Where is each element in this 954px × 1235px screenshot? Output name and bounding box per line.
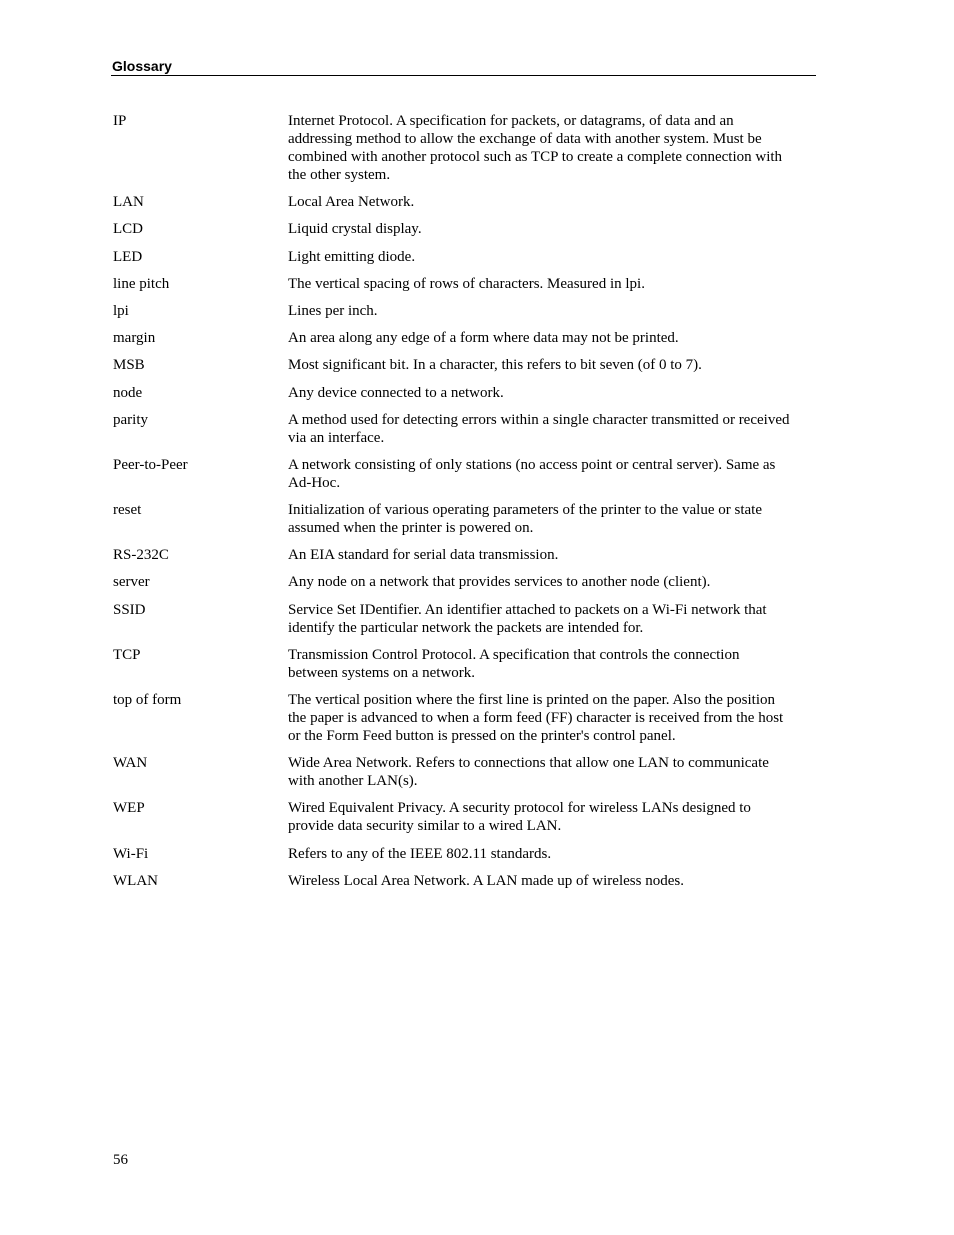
glossary-entry [113,356,803,374]
glossary-entry [113,646,803,682]
glossary-entry [113,799,803,835]
glossary-entry [113,456,803,492]
glossary-term: Peer-to-Peer [113,456,188,473]
glossary-entry [113,275,803,293]
glossary-term: Wi-Fi [113,845,149,862]
glossary-entry [113,411,803,447]
glossary-definition: A method used for detecting errors within a single character transmitted or received via an interface. [288,411,790,446]
glossary-term: server [113,574,150,591]
glossary-entry [113,302,803,320]
glossary-entry [113,845,803,863]
glossary-entry [113,501,803,537]
glossary-term: SSID [113,601,146,618]
glossary-term: margin [113,330,156,347]
glossary-definition: Any node on a network that provides services to another node (client). [288,574,711,591]
glossary-definition: The vertical spacing of rows of characters. Measured in lpi. [288,275,645,292]
glossary-entry [113,691,803,745]
glossary-term: LAN [113,194,144,211]
glossary-entry [113,220,803,238]
glossary-term: lpi [113,302,129,319]
glossary-entry [113,754,803,790]
glossary-definition: An EIA standard for serial data transmission. [288,547,559,564]
glossary-definition: The vertical position where the first line is printed on the paper. Also the position the paper is advanced to when a form feed (FF) character is received from the host or the Form Feed button is pressed on the printer's control panel. [288,692,784,744]
glossary-definition: Wireless Local Area Network. A LAN made up of wireless nodes. [288,872,684,889]
glossary-entry [113,573,803,591]
glossary-definition: Initialization of various operating parameters of the printer to the value or state assumed when the printer is powered on. [288,502,762,537]
glossary-definition: Transmission Control Protocol. A specification that controls the connection between systems on a network. [288,646,740,681]
page-header [111,56,816,76]
glossary-entry [113,601,803,637]
glossary-term: TCP [113,646,141,663]
glossary-definition: Internet Protocol. A specification for packets, or datagrams, of data and an addressing method to allow the exchange of data with another system. Must be combined with another protocol such as TCP to create a complete connection with the other system. [288,113,783,183]
glossary-term: MSB [113,357,145,374]
glossary-definition: Service Set IDentifier. An identifier attached to packets on a Wi-Fi network that identify the particular network the packets are intended for. [288,601,767,636]
glossary-term: WEP [113,800,145,817]
glossary-definition: An area along any edge of a form where data may not be printed. [288,330,679,347]
glossary-definition: Liquid crystal display. [288,221,422,238]
glossary-term: node [113,384,143,401]
glossary-term: top of form [113,692,182,708]
glossary-term: IP [113,113,127,129]
glossary-entry [113,248,803,266]
glossary-definition: Wired Equivalent Privacy. A security protocol for wireless LANs designed to provide data security similar to a wired LAN. [288,800,751,835]
glossary-term: RS-232C [113,547,169,564]
glossary-definition: Light emitting diode. [288,248,416,265]
page-number: 56 [113,1152,128,1168]
glossary-entry [113,546,803,564]
glossary-definition: Any device connected to a network. [288,384,504,401]
glossary-term: reset [113,502,142,519]
glossary-entry [113,329,803,347]
glossary-term: LCD [113,221,143,238]
glossary-definition: Most significant bit. In a character, this refers to bit seven (of 0 to 7). [288,357,702,374]
glossary-entry [113,193,803,211]
glossary-term: WAN [113,755,148,772]
glossary-term: line pitch [113,275,170,292]
glossary-term: LED [113,248,143,265]
glossary-definition: Lines per inch. [288,302,378,319]
section-title: Glossary [112,58,172,74]
glossary-entry [113,384,803,402]
glossary-term: WLAN [113,872,158,889]
glossary-list [113,112,803,899]
glossary-definition: Refers to any of the IEEE 802.11 standards. [288,845,552,862]
glossary-definition: Local Area Network. [288,194,415,211]
glossary-entry [113,112,803,184]
glossary-term: parity [113,411,148,428]
glossary-entry [113,872,803,890]
glossary-definition: A network consisting of only stations (no access point or central server). Same as Ad-Hoc. [288,456,776,491]
glossary-definition: Wide Area Network. Refers to connections that allow one LAN to communicate with another LAN(s). [288,755,769,790]
